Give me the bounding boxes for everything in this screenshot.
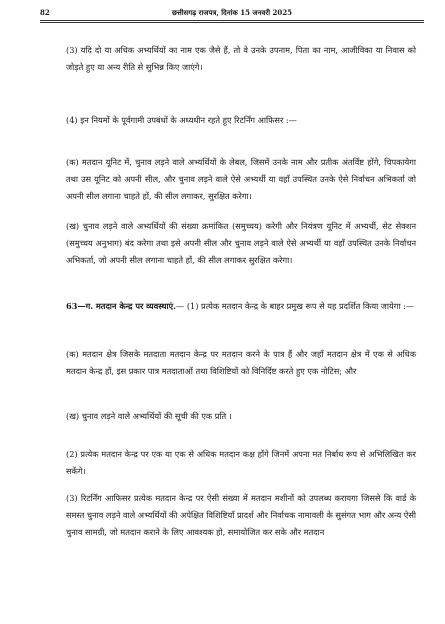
paragraph-2-voting-compartments: (2) प्रत्येक मतदान केन्द्र पर एक या एक से अधिक मतदान कक्ष होंगे जिनमें अपना मत निर्बाध रूप से अभिलिखित कर सकेंगे। [66,449,416,476]
page-header [40,6,424,20]
paragraph-kha-candidate-list: (ख) चुनाव लड़ने वाले अभ्यर्थियों की सूची की एक प्रति । [66,411,232,421]
paragraph-ka-notice: (क) मतदान क्षेत्र जिसके मतदाता मतदान केन्द्र पर मतदान करने के पात्र हैं और जहाँ मतदान क्षेत्र में एक से अधिक मतदान केन्द्र हों, इस प्रकार पात्र मतदाताओं तथा विशिष्टियों को विनिर्दिष्ट करते हुए एक नोटिस; और [66,349,416,376]
page-number: 82 [40,8,50,17]
section-63-ga [66,298,416,315]
paragraph-ka-ballot-unit: (क) मतदान यूनिट में, चुनाव लड़ने वाले अभ्यर्थियों के लेबल, जिसमें उनके नाम और प्रतीक अंतर्विष्ट होंगे, चिपकायेगा तथा उस यूनिट को अपनी सील, और चुनाव लड़ने वाले ऐसे अभ्यर्थी या वहाँ उपस्थित उनके ऐसे निर्वाचन अभिकर्ता जो अपनी सील लगाना चाहते हों, की सील लगाकर, सुरक्षित करेगा। [66,157,416,201]
gazette-title: छत्तीसगढ़ राजपत्र, दिनांक 15 जनवरी 2025 [172,8,292,17]
paragraph-4-returning-officer: (4) इन नियमों के पूर्वगामी उपबंधों के अध्यधीन रहते हुए रिटर्निंग आफिसर :— [66,115,297,125]
paragraph-3-duplicate-names: (3) यदि दो या अधिक अभ्यर्थियों का नाम एक जैसे हैं, तो वे उनके उपनाम, पिता का नाम, आजीविका या निवास को जोड़ते हुए या अन्य रीति से सुभिन्न किए जाएंगे। [66,45,416,72]
section-text: — (1) प्रत्येक मतदान केन्द्र के बाहर प्रमुख रूप से यह प्रदर्शित किया जायेगा :— [176,301,415,311]
section-heading: 63—ग. मतदान केन्द्र पर व्यवस्थाएं. [66,301,177,311]
paragraph-3-voting-machines: (3) रिटर्निंग आफिसर प्रत्येक मतदान केन्द्र पर ऐसी संख्या में मतदान मशीनों को उपलब्ध करायगा जिससे कि वार्ड के समस्त चुनाव लड़ने वाले अभ्यर्थियों की अपेक्षित विशिष्टियाँ प्रादर्श और निर्वाचक नामावली के सुसंगत भाग और अन्य ऐसी चुनाव सामग्री, जो मतदान कराने के लिए आवश्यक हो, समायोजित कर सके और मतदान [66,493,416,537]
header-rule-double [40,22,424,23]
header-rule [40,20,424,21]
paragraph-kha-control-unit: (ख) चुनाव लड़ने वाले अभ्यर्थियों की संख्या क्रमांकित (समुच्चय) करेगी और नियंत्रण यूनिट में अभ्यर्थी, सेट सेक्शन (समुच्चय अनुभाग) बंद करेगा तथा इसे अपनी सील और चुनाव लड़ने वाले ऐसे अभ्यर्थी या वहाँ उपस्थित उनके निर्वाचन अभिकर्ता, जो अपनी सील लगाना चाहते हों, की सील लगाकर सुरक्षित करेगा। [66,221,416,265]
